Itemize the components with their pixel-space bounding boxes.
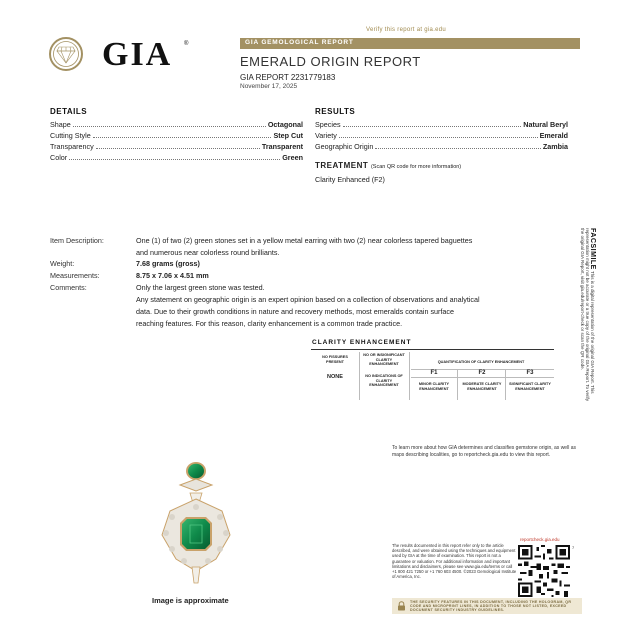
treatment-heading-text: TREATMENT bbox=[315, 161, 369, 170]
detail-row bbox=[50, 118, 303, 129]
registered-mark: ® bbox=[184, 41, 189, 47]
result-label: Variety bbox=[315, 131, 337, 140]
image-caption: Image is approximate bbox=[152, 596, 229, 605]
clarity-significant: SIGNIFICANT CLARITY ENHANCEMENT bbox=[509, 382, 551, 391]
disclaimer-text: The results documented in this report refer only to the article described, and were obtained using the techniques and equipment used by GIA at the time of examination. This report is not a guarantee or valuation. For additional information and important limitations and disclaimers, please see www.gia.edu/terms or call +1 800 421 7250 or +1 760 603 4500. ©2023 Gemological Institute of America, Inc. bbox=[392, 543, 517, 580]
detail-value: Step Cut bbox=[273, 131, 303, 140]
clarity-heading: CLARITY ENHANCEMENT bbox=[312, 339, 412, 346]
detail-label: Transparency bbox=[50, 142, 94, 151]
clarity-none: NONE bbox=[327, 374, 343, 380]
detail-row bbox=[50, 140, 303, 151]
result-value: Natural Beryl bbox=[523, 120, 568, 129]
reportcheck-link[interactable]: reportcheck.gia.edu bbox=[520, 537, 560, 542]
security-banner bbox=[392, 598, 582, 614]
item-description-line2: and numerous near colorless round brilliants. bbox=[136, 248, 280, 257]
clarity-no-indications: NO INDICATIONS OF CLARITY ENHANCEMENT bbox=[365, 374, 403, 387]
verify-link[interactable]: Verify this report at gia.edu bbox=[366, 27, 447, 33]
comments-line1: Only the largest green stone was tested. bbox=[136, 283, 265, 292]
facsimile-notice bbox=[580, 228, 596, 408]
item-description-line1: One (1) of two (2) green stones set in a yellow metal earring with two (2) near colorless tapered baguettes bbox=[136, 236, 473, 245]
clarity-quantification: QUANTIFICATION OF CLARITY ENHANCEMENT bbox=[437, 360, 525, 364]
detail-row bbox=[50, 129, 303, 140]
result-row bbox=[315, 140, 568, 151]
clarity-table bbox=[311, 349, 554, 402]
comments-label: Comments: bbox=[50, 283, 87, 292]
weight-value: 7.68 grams (gross) bbox=[136, 259, 200, 268]
report-header-bar bbox=[240, 38, 580, 49]
clarity-moderate: MODERATE CLARITY ENHANCEMENT bbox=[462, 382, 502, 391]
measurements-value: 8.75 x 7.06 x 4.51 mm bbox=[136, 271, 209, 280]
report-date: November 17, 2025 bbox=[240, 83, 298, 90]
result-row bbox=[315, 129, 568, 140]
result-label: Geographic Origin bbox=[315, 142, 374, 151]
result-row bbox=[315, 118, 568, 129]
facsimile-body: This is a digital representation of the original GIA Report. This representation might not be accurate or a true copy of the original GIA Report. To verify the original GIA Report, visit gia.edu/report-check or scan the QR code. bbox=[580, 228, 595, 402]
results-heading: RESULTS bbox=[315, 107, 356, 116]
facsimile-title: FACSIMILE bbox=[589, 228, 596, 270]
detail-row bbox=[50, 151, 303, 162]
clarity-f2: F2 bbox=[478, 370, 486, 376]
qr-number: 7 bbox=[572, 545, 575, 550]
comments-line3: data. Due to their growth conditions in nature and recovery methods, most emeralds contain surface bbox=[136, 307, 455, 316]
clarity-minor: MINOR CLARITY ENHANCEMENT bbox=[418, 382, 450, 391]
treatment-value: Clarity Enhanced (F2) bbox=[315, 175, 385, 184]
weight-label: Weight: bbox=[50, 259, 75, 268]
clarity-col-no-fissures: NO FISSURES PRESENT bbox=[322, 355, 348, 364]
learn-more-text: To learn more about how GIA determines and classifies gemstone origin, as well as maps describing localities, go to reportcheck.gia.edu to view this report. bbox=[392, 445, 576, 458]
detail-label: Shape bbox=[50, 120, 71, 129]
result-label: Species bbox=[315, 120, 341, 129]
detail-value: Transparent bbox=[261, 142, 303, 151]
security-text: THE SECURITY FEATURES IN THIS DOCUMENT, INCLUDING THE HOLOGRAM, QR CODE AND MICROPRINT LINES, IN ADDITION TO THOSE NOT LISTED, EXCEED DOCUMENT SECURITY INDUSTRY GUIDELINES. bbox=[410, 600, 572, 613]
clarity-f1: F1 bbox=[430, 370, 438, 376]
report-number: GIA REPORT 2231779183 bbox=[240, 73, 336, 82]
comments-line2: Any statement on geographic origin is an expert opinion based on a collection of observations and analytical bbox=[136, 295, 480, 304]
comments-line4: reaching features. For this reason, clarity enhancement is a common trade practice. bbox=[136, 319, 403, 328]
result-value: Zambia bbox=[542, 142, 568, 151]
result-value: Emerald bbox=[539, 131, 568, 140]
detail-value: Green bbox=[282, 153, 303, 162]
results-list bbox=[315, 118, 568, 151]
qr-code-icon[interactable] bbox=[518, 545, 570, 597]
report-title: EMERALD ORIGIN REPORT bbox=[240, 54, 421, 69]
earring-image bbox=[150, 455, 242, 590]
detail-label: Cutting Style bbox=[50, 131, 91, 140]
treatment-heading bbox=[315, 161, 461, 170]
details-list bbox=[50, 118, 303, 162]
item-description-label: Item Description: bbox=[50, 236, 104, 245]
clarity-f3: F3 bbox=[526, 370, 534, 376]
report-header-label: GIA GEMOLOGICAL REPORT bbox=[245, 39, 354, 46]
details-heading: DETAILS bbox=[50, 107, 88, 116]
detail-value: Octagonal bbox=[267, 120, 303, 129]
gia-wordmark: GIA bbox=[102, 36, 173, 73]
measurements-label: Measurements: bbox=[50, 271, 100, 280]
clarity-col-insignificant: NO OR INSIGNIFICANT CLARITY ENHANCEMENT bbox=[363, 353, 405, 366]
treatment-note: (Scan QR code for more information) bbox=[370, 164, 462, 170]
detail-label: Color bbox=[50, 153, 68, 162]
lock-icon bbox=[397, 601, 406, 611]
